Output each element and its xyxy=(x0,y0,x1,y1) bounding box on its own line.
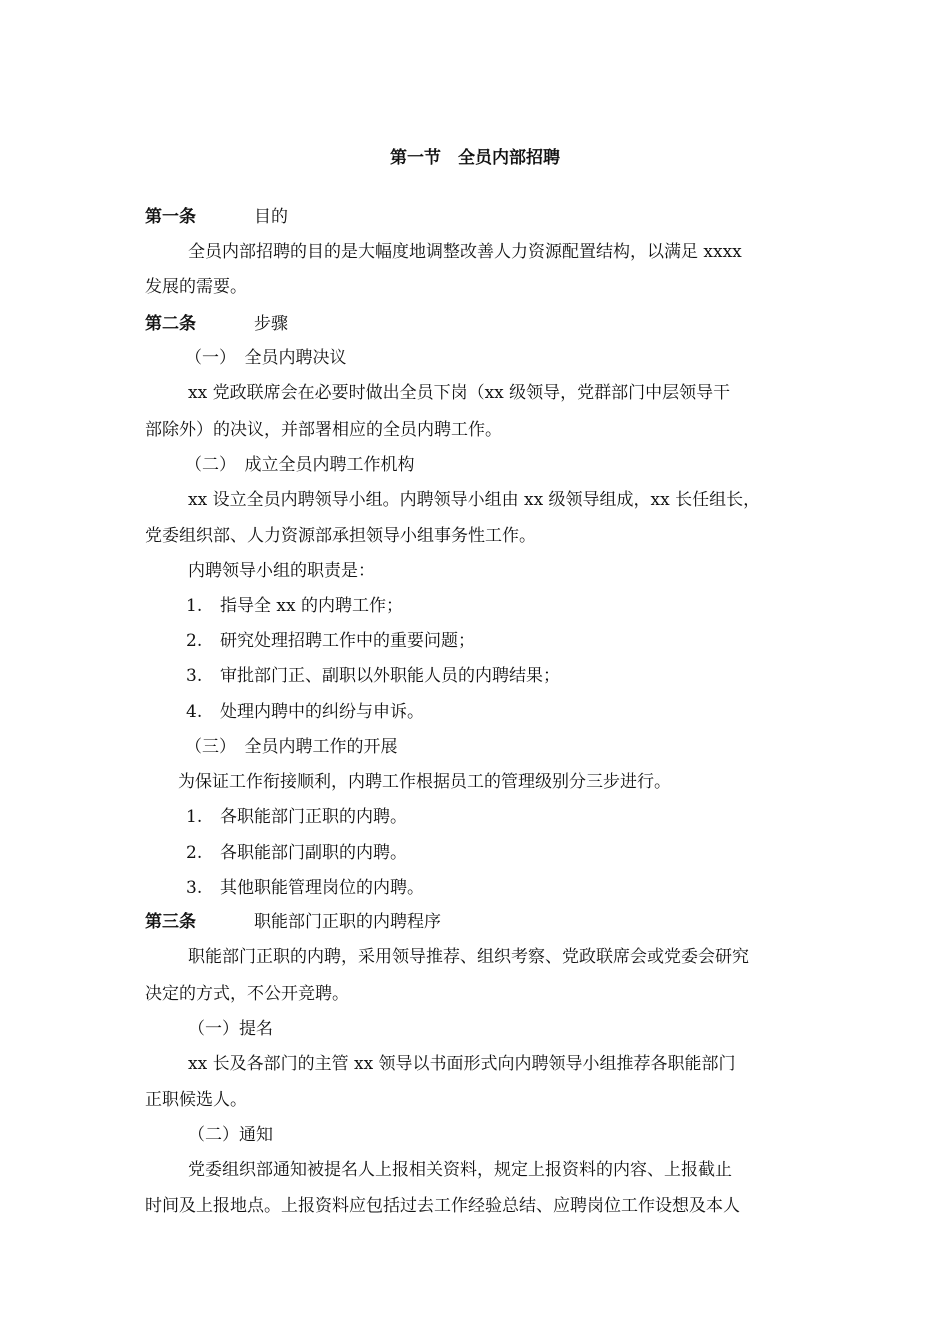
article-2-sub2-paragraph-line-2: 党委组织部、人力资源部承担领导小组事务性工作。 xyxy=(145,526,536,546)
list-item-text: 指导全 xx 的内聘工作； xyxy=(220,596,403,616)
list-item-number: 1. xyxy=(186,807,203,827)
article-3-sub2-paragraph-line-1: 党委组织部通知被提名人上报相关资料，规定上报资料的内容、上报截止 xyxy=(188,1160,732,1180)
list-item-text: 处理内聘中的纠纷与申诉。 xyxy=(220,702,424,722)
article-2-label: 第二条 xyxy=(145,314,196,334)
article-2-subheading-2: （二） 成立全员内聘工作机构 xyxy=(185,455,415,475)
article-1-paragraph-line-2: 发展的需要。 xyxy=(145,277,247,297)
article-3-heading-line xyxy=(145,910,441,934)
list-item-text: 各职能部门副职的内聘。 xyxy=(220,843,407,863)
article-3-label: 第三条 xyxy=(145,912,196,932)
article-3-sub2-paragraph-line-2: 时间及上报地点。上报资料应包括过去工作经验总结、应聘岗位工作设想及本人 xyxy=(145,1196,740,1216)
article-2-sub1-paragraph-line-2: 部除外）的决议，并部署相应的全员内聘工作。 xyxy=(145,420,502,440)
list-item-number: 3. xyxy=(186,878,203,898)
article-2-subheading-3: （三） 全员内聘工作的开展 xyxy=(185,737,398,757)
list-item xyxy=(186,594,403,618)
list-item-number: 4. xyxy=(186,702,203,722)
article-3-heading: 职能部门正职的内聘程序 xyxy=(254,912,441,932)
list-item xyxy=(186,876,424,900)
article-2-sub1-paragraph-line-1: xx 党政联席会在必要时做出全员下岗（xx 级领导，党群部门中层领导干 xyxy=(188,383,731,403)
list-item xyxy=(186,629,475,653)
article-3-subheading-1: （一）提名 xyxy=(188,1019,273,1039)
article-2-subheading-1: （一） 全员内聘决议 xyxy=(185,348,347,368)
duties-intro: 内聘领导小组的职责是： xyxy=(188,561,375,581)
list-item-number: 1. xyxy=(186,596,203,616)
list-item-number: 3. xyxy=(186,666,203,686)
article-2-heading-line xyxy=(145,312,288,336)
article-1-heading-line xyxy=(145,205,288,229)
list-item-text: 各职能部门正职的内聘。 xyxy=(220,807,407,827)
article-2-sub3-paragraph: 为保证工作衔接顺利，内聘工作根据员工的管理级别分三步进行。 xyxy=(178,772,671,792)
list-item-text: 其他职能管理岗位的内聘。 xyxy=(220,878,424,898)
list-item xyxy=(186,805,407,829)
article-1-heading: 目的 xyxy=(254,207,288,227)
list-item-number: 2. xyxy=(186,843,203,863)
article-2-sub2-paragraph-line-1: xx 设立全员内聘领导小组。内聘领导小组由 xx 级领导组成，xx 长任组长， xyxy=(188,490,761,510)
article-1-label: 第一条 xyxy=(145,207,196,227)
list-item-text: 审批部门正、副职以外职能人员的内聘结果； xyxy=(220,666,560,686)
list-item xyxy=(186,664,560,688)
list-item-text: 研究处理招聘工作中的重要问题； xyxy=(220,631,475,651)
article-3-paragraph-line-1: 职能部门正职的内聘，采用领导推荐、组织考察、党政联席会或党委会研究 xyxy=(188,947,749,967)
article-1-paragraph-line-1: 全员内部招聘的目的是大幅度地调整改善人力资源配置结构，以满足 xxxx xyxy=(188,242,742,262)
list-item xyxy=(186,841,407,865)
section-title: 第一节 全员内部招聘 xyxy=(390,148,560,168)
list-item-number: 2. xyxy=(186,631,203,651)
article-2-heading: 步骤 xyxy=(254,314,288,334)
article-3-sub1-paragraph-line-2: 正职候选人。 xyxy=(145,1090,247,1110)
article-3-sub1-paragraph-line-1: xx 长及各部门的主管 xx 领导以书面形式向内聘领导小组推荐各职能部门 xyxy=(188,1054,736,1074)
list-item xyxy=(186,700,424,724)
article-3-paragraph-line-2: 决定的方式，不公开竞聘。 xyxy=(145,984,349,1004)
article-3-subheading-2: （二）通知 xyxy=(188,1125,273,1145)
